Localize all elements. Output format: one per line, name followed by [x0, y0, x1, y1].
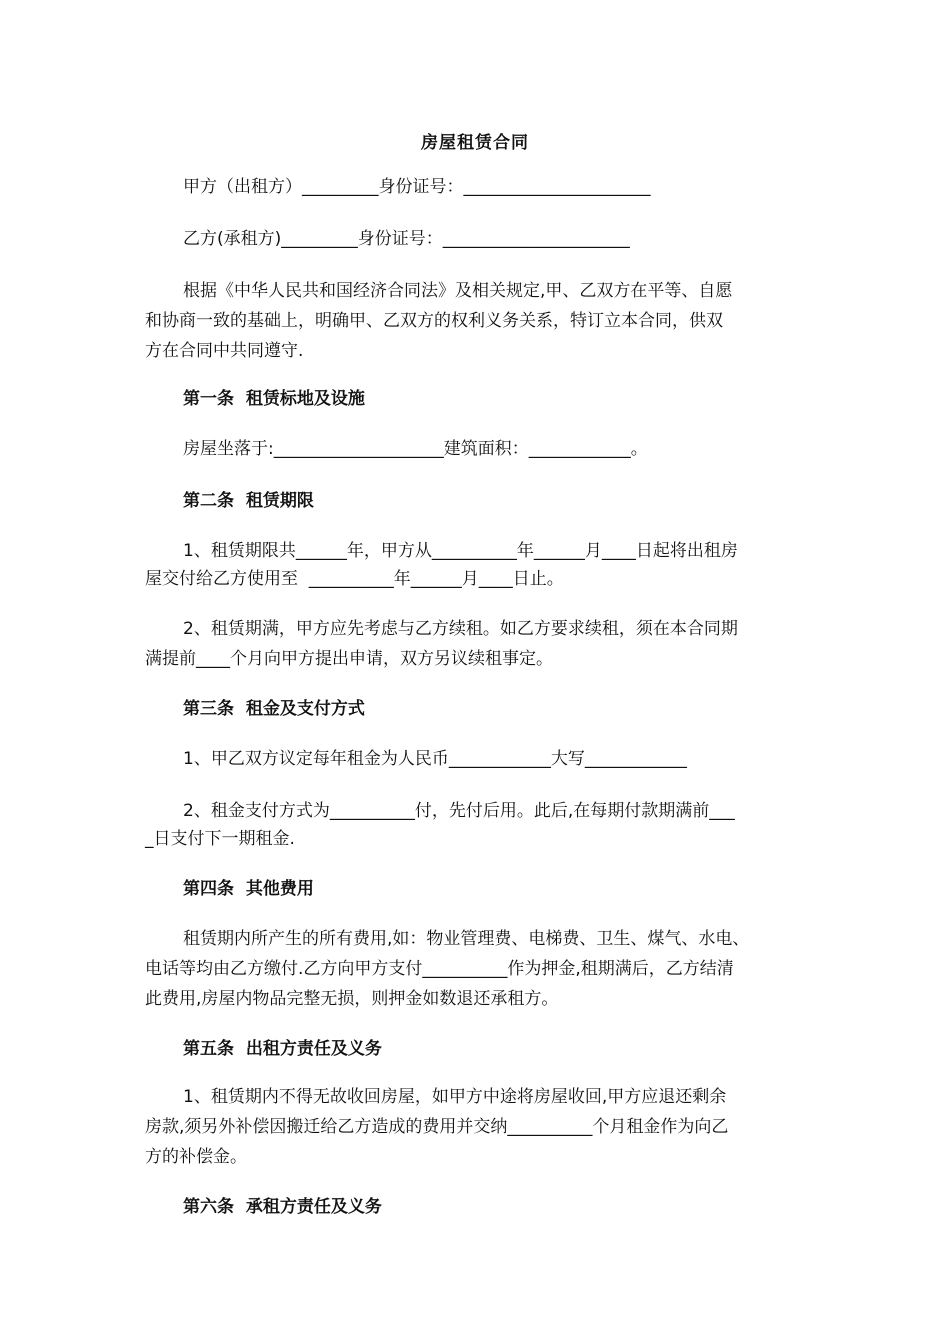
article-4-line-1: 租赁期内所产生的所有费用,如：物业管理费、电梯费、卫生、煤气、水电、 — [183, 929, 750, 949]
article-2-heading: 第二条 租赁期限 — [183, 491, 314, 511]
article-1-heading: 第一条 租赁标地及设施 — [183, 389, 365, 409]
article-5-p1-line-1: 1、租赁期内不得无故收回房屋，如甲方中途将房屋收回,甲方应退还剩余 — [183, 1087, 727, 1107]
article-5-p1-line-3: 方的补偿金。 — [145, 1147, 247, 1167]
document-title: 房屋租赁合同 — [421, 133, 529, 153]
article-5-heading: 第五条 出租方责任及义务 — [183, 1039, 382, 1059]
article-6-heading: 第六条 承租方责任及义务 — [183, 1197, 382, 1217]
article-2-p2-line-2: 满提前____个月向甲方提出申请，双方另议续租事定。 — [145, 649, 553, 669]
article-2-p1-line-2: 屋交付给乙方使用至 __________年______月____日止。 — [145, 569, 564, 589]
article-4-line-2: 电话等均由乙方缴付.乙方向甲方支付__________作为押金,租期满后，乙方结清 — [145, 959, 734, 979]
article-3-p2-line-2: _日支付下一期租金. — [145, 829, 295, 849]
party-b-line: 乙方(承租方)_________身份证号：______________________ — [183, 229, 630, 249]
article-3-p1: 1、甲乙双方议定每年租金为人民币____________大写____________ — [183, 749, 687, 769]
article-3-p2-line-1: 2、租金支付方式为__________付，先付后用。此后,在每期付款期满前___ — [183, 801, 735, 821]
article-2-p1-line-1: 1、租赁期限共______年，甲方从__________年______月____日起将出租房 — [183, 541, 738, 561]
article-4-line-3: 此费用,房屋内物品完整无损，则押金如数退还承租方。 — [145, 989, 559, 1009]
article-2-p2-line-1: 2、租赁期满，甲方应先考虑与乙方续租。如乙方要求续租，须在本合同期 — [183, 619, 738, 639]
party-a-line: 甲方（出租方）_________身份证号：______________________ — [183, 177, 651, 197]
intro-line-2: 和协商一致的基础上，明确甲、乙双方的权利义务关系，特订立本合同，供双 — [145, 311, 723, 331]
article-1-text: 房屋坐落于:____________________建筑面积：____________。 — [183, 439, 648, 459]
article-5-p1-line-2: 房款,须另外补偿因搬迁给乙方造成的费用并交纳__________个月租金作为向乙 — [145, 1117, 729, 1137]
intro-line-1: 根据《中华人民共和国经济合同法》及相关规定,甲、乙双方在平等、自愿 — [183, 281, 733, 301]
article-3-heading: 第三条 租金及支付方式 — [183, 699, 365, 719]
intro-line-3: 方在合同中共同遵守. — [145, 341, 304, 361]
article-4-heading: 第四条 其他费用 — [183, 879, 314, 899]
